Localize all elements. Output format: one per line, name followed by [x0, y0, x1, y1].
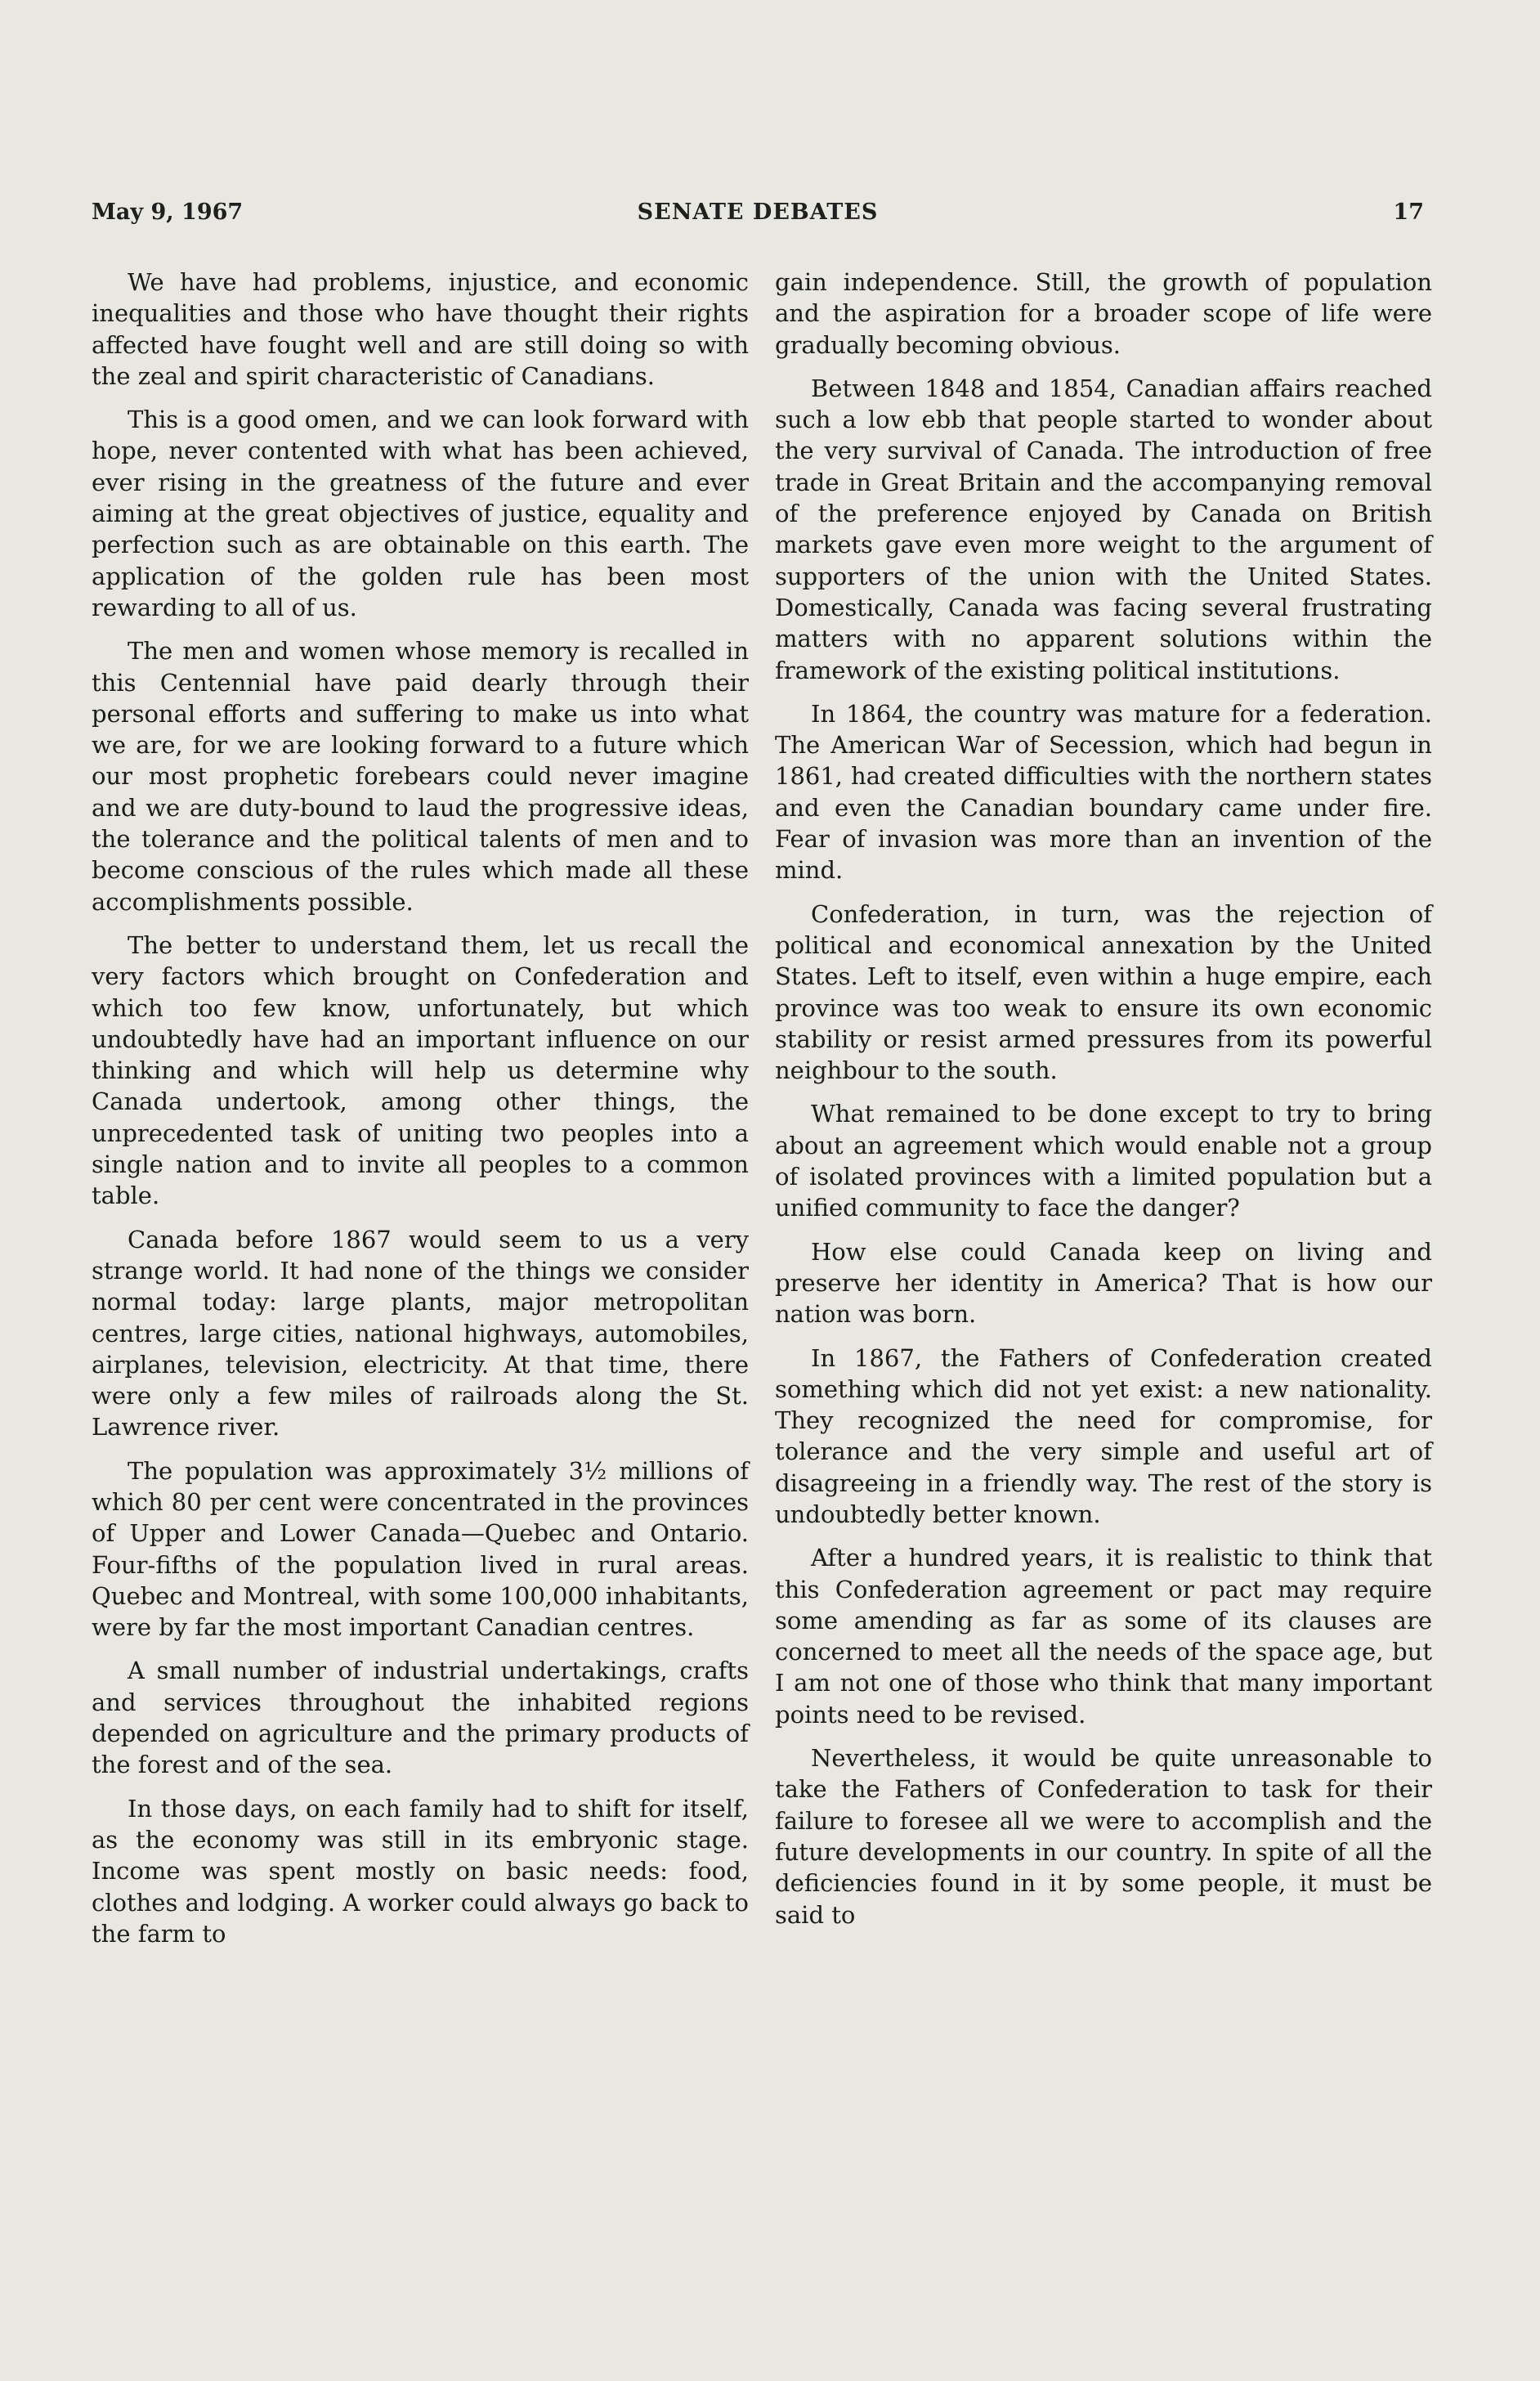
paragraph: In 1864, the country was mature for a federation. The American War of Secession, which had begun in 1861, had created difficulties with the northern states and even the Canadian boundary came under fire. Fear of invasion was more than an invention of the mind.	[775, 699, 1432, 885]
paragraph: The population was approximately 3½ millions of which 80 per cent were concentrated in the provinces of Upper and Lower Canada—Quebec and Ontario. Four-fifths of the population lived in rural areas. Quebec and Montreal, with some 100,000 inhabitants, were by far the most important Canadian centres.	[92, 1456, 749, 1642]
paragraph: Confederation, in turn, was the rejection of political and economical annexation by the United States. Left to itself, even within a huge empire, each province was too weak to ensure its own economic stability or resist armed pressures from its powerful neighbour to the south.	[775, 899, 1432, 1085]
paragraph: Between 1848 and 1854, Canadian affairs reached such a low ebb that people started to wonder about the very survival of Canada. The introduction of free trade in Great Britain and the accompanying removal of the preference enjoyed by Canada on British markets gave even more weight to the argument of supporters of the union with the United States. Domestically, Canada was facing several frustrating matters with no apparent solutions within the framework of the existing political institutions.	[775, 374, 1432, 684]
header-date: May 9, 1967	[92, 200, 244, 225]
header-title: SENATE DEBATES	[637, 200, 879, 225]
paragraph: In those days, on each family had to shift for itself, as the economy was still in its embryonic stage. Income was spent mostly on basic needs: food, clothes and lodging. A worker could always go back to the farm to	[92, 1794, 749, 1948]
paragraph: The men and women whose memory is recalled in this Centennial have paid dearly through their personal efforts and suffering to make us into what we are, for we are looking forward to a future which our most prophetic forebears could never imagine and we are duty-bound to laud the progressive ideas, the tolerance and the political talents of men and to become conscious of the rules which made all these accomplishments possible.	[92, 637, 749, 916]
paragraph: In 1867, the Fathers of Confederation created something which did not yet exist: a new nationality. They recognized the need for compromise, for tolerance and the very simple and useful art of disagreeing in a friendly way. The rest of the story is undoubtedly better known.	[775, 1343, 1432, 1528]
paragraph: This is a good omen, and we can look forward with hope, never contented with what has been achieved, ever rising in the greatness of the future and ever aiming at the great objectives of justice, equality and perfection such as are obtainable on this earth. The application of the golden rule has been most rewarding to all of us.	[92, 406, 749, 621]
paragraph: gain independence. Still, the growth of population and the aspiration for a broader scope of life were gradually becoming obvious.	[775, 268, 1432, 359]
header-page-number: 17	[1393, 200, 1424, 225]
paragraph: We have had problems, injustice, and economic inequalities and those who have thought their rights affected have fought well and are still doing so with the zeal and spirit characteristic of Canadians.	[92, 268, 749, 390]
paragraph: After a hundred years, it is realistic to think that this Confederation agreement or pact may require some amending as far as some of its clauses are concerned to meet all the needs of the space age, but I am not one of those who think that many important points need to be revised.	[775, 1544, 1432, 1729]
paragraph: Canada before 1867 would seem to us a very strange world. It had none of the things we consider normal today: large plants, major metropolitan centres, large cities, national highways, automobiles, airplanes, television, electricity. At that time, there were only a few miles of railroads along the St. Lawrence river.	[92, 1225, 749, 1442]
left-column	[92, 267, 749, 1962]
paragraph: What remained to be done except to try to bring about an agreement which would enable not a group of isolated provinces with a limited population but a unified community to face the danger?	[775, 1100, 1432, 1222]
right-column	[775, 267, 1432, 1943]
page-header	[92, 200, 1424, 232]
paragraph: Nevertheless, it would be quite unreasonable to take the Fathers of Confederation to task for their failure to foresee all we were to accomplish and the future developments in our country. In spite of all the deficiencies found in it by some people, it must be said to	[775, 1744, 1432, 1929]
paragraph: How else could Canada keep on living and preserve her identity in America? That is how our nation was born.	[775, 1237, 1432, 1329]
paragraph: A small number of industrial undertakings, crafts and services throughout the inhabited regions depended on agriculture and the primary products of the forest and of the sea.	[92, 1657, 749, 1779]
paragraph: The better to understand them, let us recall the very factors which brought on Confederation and which too few know, unfortunately, but which undoubtedly have had an important influence on our thinking and which will help us determine why Canada undertook, among other things, the unprecedented task of uniting two peoples into a single nation and to invite all peoples to a common table.	[92, 930, 749, 1210]
